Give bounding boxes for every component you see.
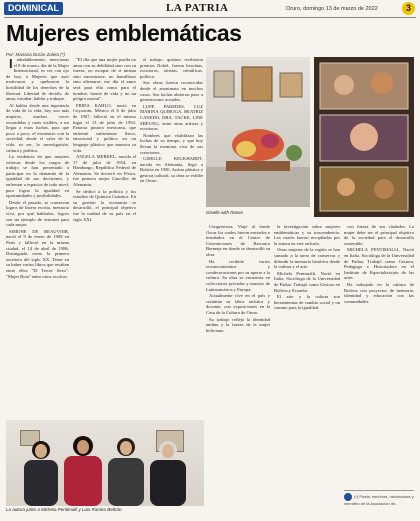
paragraph: con fuerza de sus ciudades. La mujer debe ser el principal objetivo de la sociedad para el desarrollo sostenible. xyxy=(344,224,414,246)
article-column-3 xyxy=(140,57,203,417)
paragraph: Actualmente vive en el país y continúa su labor artística y docente, con exposiciones en la Casa de la Cultura de Oruro. xyxy=(206,293,270,315)
portraits-photo xyxy=(314,57,414,217)
page-header xyxy=(0,0,420,18)
portraits-artwork xyxy=(314,57,414,217)
installation-artwork xyxy=(206,57,310,207)
paragraph: Su trabajo refleja la identidad andina y la fuerza de la mujer boliviana. xyxy=(206,316,270,333)
paragraph: Desde el pasado, se conservan logros de lisiera escrita, memoria viva, por qué hablarlas, logros son un ejemplo de sensatez para cada mujer. xyxy=(6,199,69,228)
newspaper-name: LA PATRIA xyxy=(166,2,229,14)
paragraph: LUPE PAREDES, LUZ MARINA QUIROGA, BEATRIZ CANEDO, DRA. TACKE, LINE SHEUNG, entre otras artistas y escritoras. xyxy=(140,103,203,132)
group-photo xyxy=(6,420,204,506)
section-logo: DOMINICAL xyxy=(4,2,63,15)
paragraph: MICHELA PENTIMALLI, Nació en Italia. Socióloga de la Universidad de Padua, Trabajó como Gestora, Pedagoga e Historiadora en el Instituto de Especialización de las artes. xyxy=(344,247,414,281)
drop-cap: I xyxy=(9,57,13,71)
article-column-6 xyxy=(344,224,414,486)
author-credit: (*) Poeta, escritora, historiadora y miembro de la Asociación de... xyxy=(344,490,414,515)
paragraph: el trabajo, quienes recibieron premios Nobel, fueron heroínas, escritoras, artistas, científicas, política. xyxy=(140,57,203,79)
dateline: Oruro, domingo 13 de marzo de 2022 xyxy=(286,6,378,12)
paragraph: Ha recibido varios reconocimientos y condecoraciones por su aporte a la cultura. Su obra se encuentra en colecciones privadas y museos de Latinoamérica y Europa. xyxy=(206,258,270,292)
article-column-1 xyxy=(6,57,69,417)
paragraph: Al hablar desde una ingeniería de vida de la vida, hoy son más mujeres, muchas veces escondidas y otras visibles, a mi llegar a estas luchas, para que poco a poco, el encuentro con la sociedad, desde el valer de la vida, su ser, la investigación, cultura y política. xyxy=(6,102,69,153)
header-divider xyxy=(4,17,416,18)
paragraph: El arte y la cultura son herramientas de cambio social y un camino para la igualdad. xyxy=(274,294,340,311)
paragraph: SIMONE DE BEAUVOIR, nació el 9 de enero de 1908 en París y falleció en la misma ciudad, el 14 de abril de 1986. Distinguida como la primera escritora del siglo XX. Tiene en su haber varios libros que resaltan entre ellos "El Tercer Sexo". "Mujer Rota" entre otros escritos. xyxy=(6,228,69,279)
article-column-4 xyxy=(206,224,270,514)
article-byline: Por: Mariana Durán Zuleta (*) xyxy=(6,52,66,57)
article-headline: Mujeres emblemáticas xyxy=(6,20,242,46)
group-photo-caption: La autora junto a Michela Pentimalli y Luis Ramiro Beltrán xyxy=(6,507,122,512)
paragraph: GISELLE KECKHARDT, nacida en Alemania, llegó a Bolivia en 1950. Artista plástica y gestora cultural, su obra se exhibe en Oruro. xyxy=(140,156,203,184)
paragraph: ANGELA MERKEL, nacida el 17 de julio de 1954, en Hamburgo, República Federal de Alemania. Se doctoró en Física, fue primera mujer Canciller de Alemania. xyxy=(73,154,136,188)
article-column-5 xyxy=(274,224,340,514)
paragraph: Michela Pentimalli, Nació en Italia. Socióloga de la Universidad de Padua. Trabajó como Gestora en Bolivia y Ecuador. xyxy=(274,270,340,293)
installation-photo xyxy=(206,57,310,207)
group-photo-people xyxy=(6,420,204,506)
paragraph: FRIDA KAHLO, nació en Coyoacán, México el 6 de julio de 1907, falleció en el mismo lugar el 13 de julio de 1954. Famosa pintora mexicana, que enfrentó sufrimiento físico, emocional y político en un lenguaje plástico que muestra su vida. xyxy=(73,102,136,153)
newspaper-icon xyxy=(344,493,352,501)
paragraph: Sus obras fueron reconocidas desde el anonimato en muchos casos. Sus luchas abrieron paso a generaciones actuales. xyxy=(140,80,203,103)
paragraph: Otras mujeres de la región se han sumado a la tarea de conservar y difundir la memoria histórica desde la cultura y el arte. xyxy=(274,247,340,270)
paragraph: Nombres que visibilizan las luchas de su tiempo, y que hoy llevan la memoria viva de sus creaciones. xyxy=(140,132,203,155)
paragraph: La evidencia en que mujeres valiosas desde los cargos de trabajo se han presentado a participar en la demanda de la igualdad de sus decisiones, y enfrentar a espacios de todo nivel, para lograr la igualdad en oportunidades y posibilidades. xyxy=(6,154,69,199)
paragraph: la investigación sobre mujeres emblemáticas y su trascendencia. Los cuales fueron recopilados por la autora en este artículo. xyxy=(274,224,340,246)
paragraph: Congresistas. Viaje al fondo Oscar los cuales fueron enviados e instalados en el Centro de Convenciones de Barranca Bermeja en donde se desarrolló su obra. xyxy=(206,224,270,257)
paragraph: Indudablemente, mencionar el 8 de marzo, día de la Mujer Internacional, es ver con ojo de hoy, a Mujeres que ayer motivaron y quebraron la hostilidad de los derechos de la libertad. Libertad de decidir, de amar, estudiar, hablar y trabajar. xyxy=(6,57,69,102)
paragraph: Ha trabajado en la cultura de Bolivia con proyectos de memoria, identidad y educación con las comunidades. xyxy=(344,281,414,304)
page-number: 3 xyxy=(402,2,415,15)
paragraph: "El día que una mujer pueda no amar con su debilidad sino con su fuerza, no escapar de sí misma sino encontrarse, no humillarse sino afirmarse, ese día el amor será para ella como para el hombre, fuente de vida y no un peligro mortal". xyxy=(73,57,136,102)
installation-caption: Giselle with Roses xyxy=(206,210,244,215)
paragraph: Se dedicó a la política y los estudios de Química Cuántica. En su gestión la economía se desarrolló, el principal objetivo fue la unidad de su país en el siglo XXI. xyxy=(73,188,136,222)
article-column-2 xyxy=(73,57,136,417)
